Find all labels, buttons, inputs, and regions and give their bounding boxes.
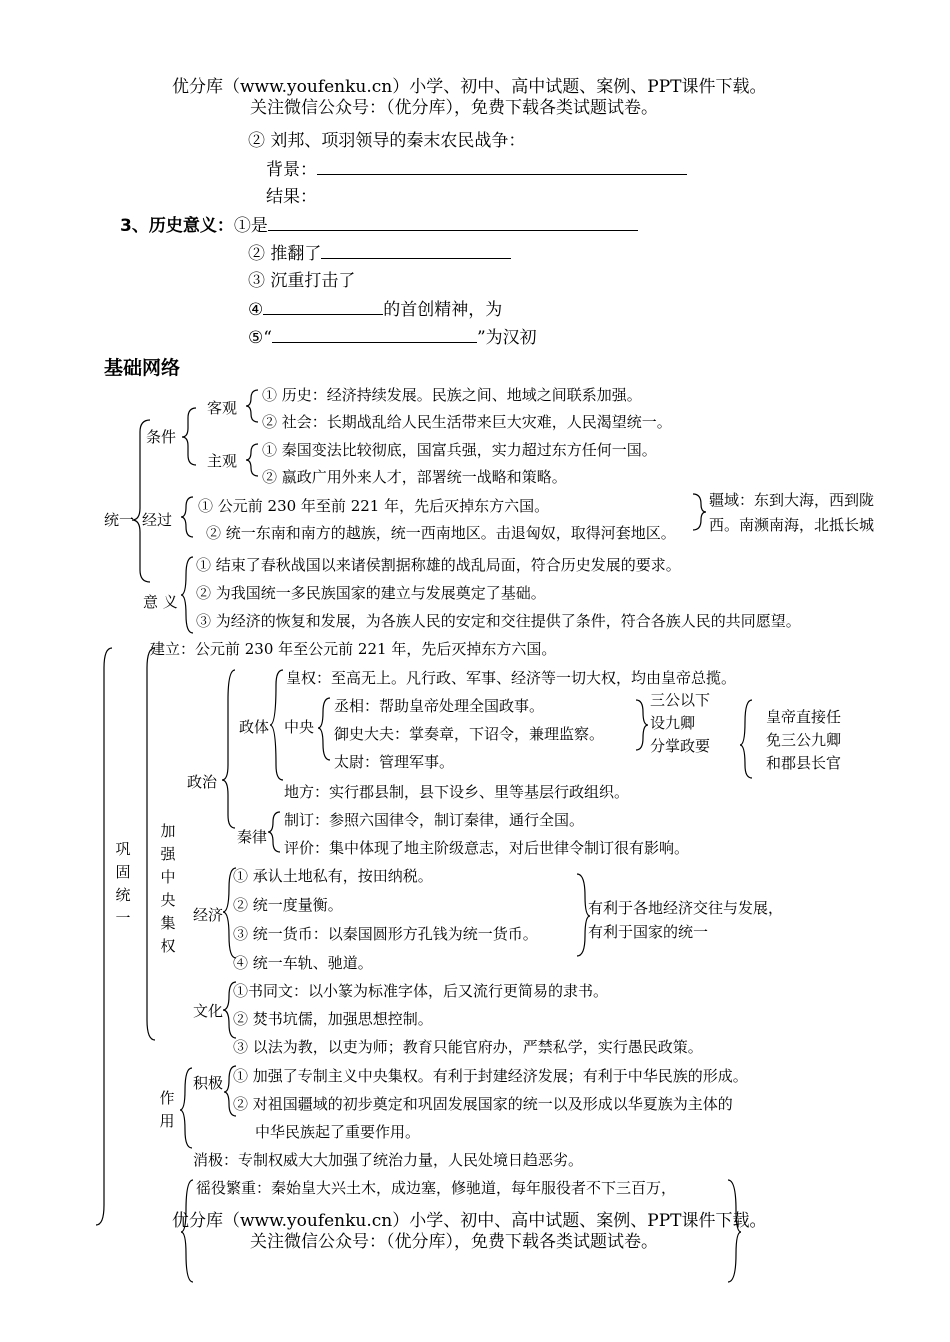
node-objective: 客观: [207, 399, 238, 417]
taiwei: 太尉：管理军事。: [334, 753, 455, 771]
node-culture: 文化: [193, 1002, 224, 1020]
node-consolidate: 巩固统一: [115, 840, 131, 927]
sangong-2: 设九卿: [650, 714, 696, 732]
territory-line-1: 疆域：东到大海，西到陇: [709, 491, 875, 509]
process-2: ② 统一东南和南方的越族，统一西南地区。击退匈奴，取得河套地区。: [206, 524, 676, 542]
background-row: [266, 158, 687, 181]
footer-watermark-line-1: 优分库（www.youfenku.cn）小学、初中、高中试题、案例、PPT课件下载。: [172, 1211, 767, 1231]
node-effect: 作用: [159, 1089, 175, 1130]
economy-1: ① 承认土地私有，按田纳税。: [233, 867, 433, 885]
significance-heading: 3、历史意义：: [120, 216, 234, 236]
node-meaning: 意 义: [143, 593, 178, 611]
objective-2: ② 社会：长期战乱给人民生活带来巨大灾难，人民渴望统一。: [262, 413, 672, 431]
objective-1: ① 历史：经济持续发展。民族之间、地域之间联系加强。: [262, 386, 642, 404]
culture-1: ①书同文：以小篆为标准字体，后又流行更简易的隶书。: [233, 982, 609, 1000]
law-1: 制订：参照六国律令，制订秦律，通行全国。: [284, 811, 585, 829]
node-politics: 政治: [187, 773, 218, 791]
node-qin-law: 秦律: [237, 828, 268, 846]
emperor-3: 和郡县长官: [766, 754, 842, 772]
economy-3: ③ 统一货币：以秦国圆形方孔钱为统一货币。: [233, 925, 538, 943]
imperial-power: 皇权：至高无上。凡行政、军事、经济等一切大权，均由皇帝总揽。: [286, 669, 737, 687]
sig-4-row: [248, 298, 502, 321]
sig-3-label: ③ 沉重打击了: [248, 271, 356, 291]
result-label: 结果：: [266, 187, 317, 207]
significance-row: [120, 214, 638, 237]
watermark-line-1: 优分库（www.youfenku.cn）小学、初中、高中试题、案例、PPT课件下载。: [172, 77, 767, 97]
sangong-1: 三公以下: [650, 691, 711, 709]
negative: 消极：专制权威大大加强了统治力量，人民处境日趋恶劣。: [193, 1151, 584, 1169]
background-label: 背景：: [266, 160, 317, 180]
economy-note-2: 有利于国家的统一: [588, 923, 709, 941]
sig-5-post: ”为汉初: [476, 328, 537, 348]
subjective-2: ② 嬴政广用外来人才，部署统一战略和策略。: [262, 468, 567, 486]
node-conditions: 条件: [146, 428, 177, 446]
bracket-lines: [0, 0, 1, 1]
subjective-1: ① 秦国变法比较彻底，国富兵强，实力超过东方任何一国。: [262, 441, 657, 459]
economy-note-1: 有利于各地经济交往与发展，: [588, 899, 784, 917]
node-unify: 统一: [104, 511, 135, 529]
sig-5-blank[interactable]: [272, 326, 477, 343]
node-economy: 经济: [193, 906, 224, 924]
network-heading: 基础网络: [104, 357, 181, 379]
meaning-3: ③ 为经济的恢复和发展，为各族人民的安定和交往提供了条件，符合各族人民的共同愿望。: [196, 612, 801, 630]
node-positive: 积极: [193, 1074, 224, 1092]
local-gov: 地方：实行郡县制，县下设乡、里等基层行政组织。: [284, 783, 630, 801]
culture-2: ② 焚书坑儒，加强思想控制。: [233, 1010, 433, 1028]
meaning-1: ① 结束了春秋战国以来诸侯割据称雄的战乱局面，符合历史发展的要求。: [196, 556, 681, 574]
positive-1: ① 加强了专制主义中央集权。有利于封建经济发展；有利于中华民族的形成。: [233, 1067, 748, 1085]
item-liu-xiang-war: ② 刘邦、项羽领导的秦末农民战争：: [248, 131, 526, 151]
sig-4-pre: ④: [248, 300, 264, 320]
meaning-2: ② 为我国统一多民族国家的建立与发展奠定了基础。: [196, 584, 546, 602]
positive-2b: 中华民族起了重要作用。: [255, 1123, 421, 1141]
node-central-gov: 中央: [284, 718, 315, 736]
footer-watermark-line-2: 关注微信公众号：（优分库），免费下载各类试题试卷。: [250, 1232, 658, 1252]
censor: 御史大夫：掌奏章，下诏令，兼理监察。: [334, 725, 605, 743]
culture-3: ③ 以法为教，以吏为师；教育只能官府办，严禁私学，实行愚民政策。: [233, 1038, 703, 1056]
labor-burden: 徭役繁重：秦始皇大兴土木，成边塞，修驰道，每年服役者不下三百万，: [196, 1179, 677, 1197]
watermark-line-2: 关注微信公众号：（优分库），免费下载各类试题试卷。: [250, 98, 658, 118]
law-2: 评价：集中体现了地主阶级意志，对后世律令制订很有影响。: [284, 839, 690, 857]
emperor-1: 皇帝直接任: [766, 708, 842, 726]
emperor-2: 免三公九卿: [766, 731, 842, 749]
economy-4: ④ 统一车轨、驰道。: [233, 954, 373, 972]
sig-2-label: ② 推翻了: [248, 244, 322, 264]
node-centralization: 加强中央集权: [160, 822, 176, 955]
sig-1-label: ①是: [233, 216, 268, 236]
sig-4-post: 的首创精神，为: [383, 300, 503, 320]
sig-1-blank[interactable]: [268, 214, 638, 231]
established: 建立：公元前 230 年至公元前 221 年，先后灭掉东方六国。: [150, 640, 557, 658]
background-blank[interactable]: [317, 158, 687, 175]
positive-2a: ② 对祖国疆域的初步奠定和巩固发展国家的统一以及形成以华夏族为主体的: [233, 1095, 733, 1113]
node-regime: 政体: [239, 718, 270, 736]
sig-5-pre: ⑤“: [248, 328, 272, 348]
sangong-3: 分掌政要: [650, 737, 711, 755]
chancellor: 丞相：帮助皇帝处理全国政事。: [334, 697, 545, 715]
process-1: ① 公元前 230 年至前 221 年，先后灭掉东方六国。: [198, 497, 550, 515]
sig-2-blank[interactable]: [321, 242, 511, 259]
node-subjective: 主观: [207, 452, 238, 470]
sig-2-row: [248, 242, 511, 265]
node-process: 经过: [142, 511, 173, 529]
sig-4-blank[interactable]: [263, 298, 383, 315]
territory-line-2: 西。南濒南海，北抵长城: [709, 516, 875, 534]
sig-5-row: [248, 326, 537, 349]
economy-2: ② 统一度量衡。: [233, 896, 343, 914]
